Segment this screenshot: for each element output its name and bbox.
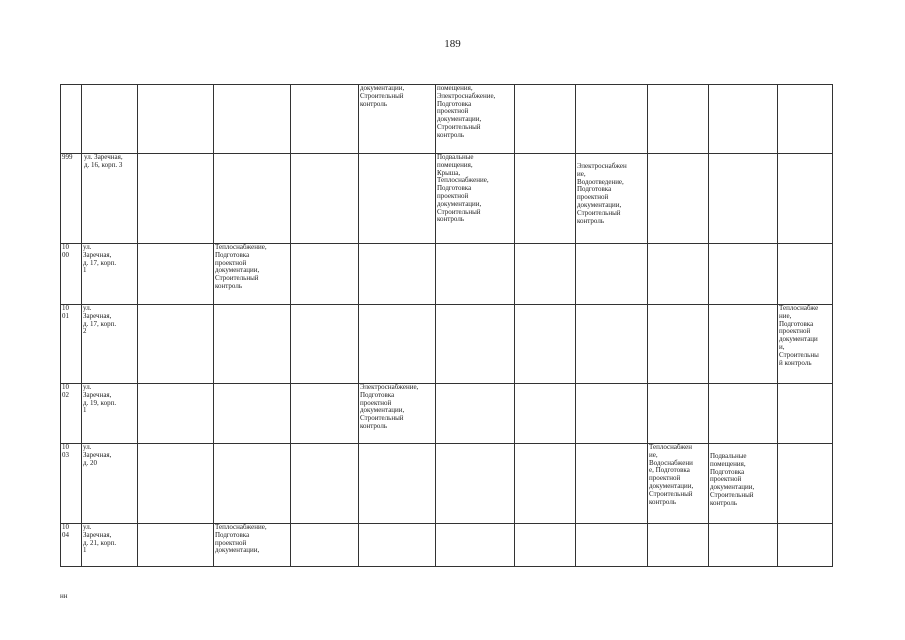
row-number xyxy=(61,85,82,154)
work-cell xyxy=(778,524,833,567)
work-cell xyxy=(138,305,214,384)
work-cell: Электроснабжен ие, Водоотведение, Подготовка проектной документации, Строительный контроль xyxy=(576,154,648,244)
work-cell xyxy=(436,384,515,444)
work-cell xyxy=(436,305,515,384)
work-cell xyxy=(138,244,214,305)
work-cell xyxy=(709,305,778,384)
row-address: ул. Заречная, д. 16, корп. 3 xyxy=(82,154,138,244)
work-cell xyxy=(214,305,291,384)
work-cell xyxy=(709,85,778,154)
work-cell xyxy=(515,244,576,305)
table-row xyxy=(61,305,833,384)
work-cell: Электроснабжение, Подготовка проектной документации, Строительный контроль xyxy=(359,384,436,444)
work-schedule-table xyxy=(60,84,833,567)
page-number: 189 xyxy=(444,38,461,50)
work-cell xyxy=(214,384,291,444)
work-cell xyxy=(291,524,359,567)
work-cell xyxy=(778,444,833,524)
work-cell xyxy=(291,384,359,444)
row-number: 10 01 xyxy=(61,305,82,384)
work-cell xyxy=(515,444,576,524)
work-cell xyxy=(576,444,648,524)
work-cell xyxy=(214,85,291,154)
work-cell xyxy=(515,305,576,384)
footer-mark: нн xyxy=(60,592,68,600)
table-row xyxy=(61,244,833,305)
work-cell xyxy=(436,524,515,567)
table-row xyxy=(61,154,833,244)
work-cell xyxy=(291,305,359,384)
row-number: 10 04 xyxy=(61,524,82,567)
work-cell xyxy=(138,85,214,154)
work-cell xyxy=(648,85,709,154)
row-address: ул. Заречная, д. 20 xyxy=(82,444,138,524)
table-row xyxy=(61,384,833,444)
work-cell xyxy=(576,524,648,567)
work-cell xyxy=(576,85,648,154)
work-cell xyxy=(359,244,436,305)
row-address xyxy=(82,85,138,154)
work-cell xyxy=(778,384,833,444)
work-cell xyxy=(709,154,778,244)
work-cell: документации, Строительный контроль xyxy=(359,85,436,154)
work-cell: Подвальные помещения, Крыша, Теплоснабжение, Подготовка проектной документации, Строительный контроль xyxy=(436,154,515,244)
table-row xyxy=(61,524,833,567)
row-number: 10 03 xyxy=(61,444,82,524)
work-cell xyxy=(648,305,709,384)
row-address: ул. Заречная, д. 17, корп. 2 xyxy=(82,305,138,384)
work-cell xyxy=(778,244,833,305)
work-cell xyxy=(709,244,778,305)
work-cell xyxy=(515,85,576,154)
row-number: 999 xyxy=(61,154,82,244)
work-cell xyxy=(359,305,436,384)
work-cell xyxy=(291,85,359,154)
work-cell xyxy=(648,244,709,305)
work-cell xyxy=(709,524,778,567)
work-cell xyxy=(515,154,576,244)
work-cell xyxy=(576,305,648,384)
row-number: 10 02 xyxy=(61,384,82,444)
work-cell: Теплоснабжен ие, Водоснабжени е, Подготовка проектной документации, Строительный контроль xyxy=(648,444,709,524)
row-address: ул. Заречная, д. 17, корп. 1 xyxy=(82,244,138,305)
work-cell xyxy=(359,444,436,524)
work-cell xyxy=(291,154,359,244)
work-cell xyxy=(515,384,576,444)
work-cell xyxy=(138,524,214,567)
work-cell xyxy=(214,444,291,524)
work-cell xyxy=(648,524,709,567)
work-cell xyxy=(291,244,359,305)
row-number: 10 00 xyxy=(61,244,82,305)
work-cell: Подвальные помещения, Подготовка проектной документации, Строительный контроль xyxy=(709,444,778,524)
work-cell xyxy=(778,85,833,154)
work-cell xyxy=(291,444,359,524)
work-cell: помещения, Электроснабжение, Подготовка проектной документации, Строительный контроль xyxy=(436,85,515,154)
work-cell xyxy=(138,444,214,524)
work-cell xyxy=(359,524,436,567)
work-cell xyxy=(214,154,291,244)
work-cell xyxy=(648,154,709,244)
work-cell xyxy=(778,154,833,244)
table-row xyxy=(61,444,833,524)
work-cell xyxy=(138,384,214,444)
work-cell: Теплоснабже ние, Подготовка проектной документаци и, Строительны й контроль xyxy=(778,305,833,384)
work-cell xyxy=(648,384,709,444)
work-cell xyxy=(436,444,515,524)
table-row xyxy=(61,85,833,154)
work-cell xyxy=(359,154,436,244)
work-cell xyxy=(709,384,778,444)
work-cell xyxy=(576,244,648,305)
row-address: ул. Заречная, д. 19, корп. 1 xyxy=(82,384,138,444)
row-address: ул. Заречная, д. 21, корп. 1 xyxy=(82,524,138,567)
work-cell: Теплоснабжение, Подготовка проектной документации, Строительный контроль xyxy=(214,244,291,305)
work-cell: Теплоснабжение, Подготовка проектной документации, xyxy=(214,524,291,567)
work-cell xyxy=(138,154,214,244)
work-cell xyxy=(515,524,576,567)
work-cell xyxy=(576,384,648,444)
work-cell xyxy=(436,244,515,305)
